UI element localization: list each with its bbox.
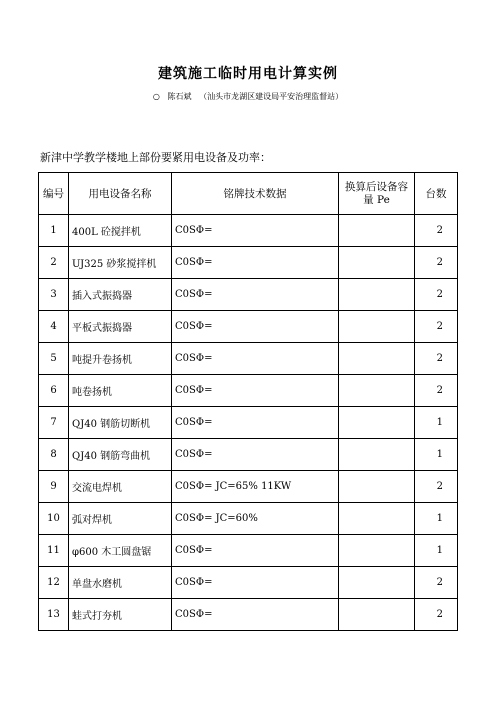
cell-equipment-name: 吨卷扬机 bbox=[69, 375, 172, 407]
cell-no: 5 bbox=[39, 343, 69, 375]
document-title: 建筑施工临时用电计算实例 bbox=[158, 66, 338, 82]
table-row bbox=[39, 279, 458, 311]
cell-no: 7 bbox=[39, 407, 69, 439]
cell-nameplate-data: C0SΦ= bbox=[172, 599, 339, 631]
cell-converted-capacity bbox=[339, 439, 415, 471]
cell-quantity: 1 bbox=[415, 439, 458, 471]
table-row bbox=[39, 567, 458, 599]
cell-nameplate-data: C0SΦ= bbox=[172, 567, 339, 599]
cell-no: 11 bbox=[39, 535, 69, 567]
header-no: 编号 bbox=[39, 173, 69, 215]
cell-nameplate-data: C0SΦ= JC=65% 11KW bbox=[172, 471, 339, 503]
cell-equipment-name: 交流电焊机 bbox=[69, 471, 172, 503]
table-row bbox=[39, 311, 458, 343]
cell-no: 2 bbox=[39, 247, 69, 279]
cell-quantity: 2 bbox=[415, 279, 458, 311]
cell-converted-capacity bbox=[339, 375, 415, 407]
cell-no: 1 bbox=[39, 215, 69, 247]
cell-quantity: 2 bbox=[415, 343, 458, 375]
table-row bbox=[39, 215, 458, 247]
cell-converted-capacity bbox=[339, 407, 415, 439]
cell-equipment-name: 单盘水磨机 bbox=[69, 567, 172, 599]
cell-equipment-name: 插入式振捣器 bbox=[69, 279, 172, 311]
cell-nameplate-data: C0SΦ= bbox=[172, 343, 339, 375]
cell-converted-capacity bbox=[339, 503, 415, 535]
cell-no: 12 bbox=[39, 567, 69, 599]
cell-converted-capacity bbox=[339, 599, 415, 631]
cell-quantity: 1 bbox=[415, 535, 458, 567]
cell-no: 9 bbox=[39, 471, 69, 503]
cell-no: 4 bbox=[39, 311, 69, 343]
cell-no: 3 bbox=[39, 279, 69, 311]
cell-equipment-name: QJ40 钢筋切断机 bbox=[69, 407, 172, 439]
cell-converted-capacity bbox=[339, 471, 415, 503]
cell-nameplate-data: C0SΦ= bbox=[172, 535, 339, 567]
cell-equipment-name: 弧对焊机 bbox=[69, 503, 172, 535]
cell-nameplate-data: C0SΦ= bbox=[172, 279, 339, 311]
cell-nameplate-data: C0SΦ= bbox=[172, 215, 339, 247]
cell-converted-capacity bbox=[339, 343, 415, 375]
table-row bbox=[39, 247, 458, 279]
cell-nameplate-data: C0SΦ= bbox=[172, 311, 339, 343]
table-row bbox=[39, 439, 458, 471]
table-row bbox=[39, 407, 458, 439]
cell-quantity: 2 bbox=[415, 567, 458, 599]
cell-quantity: 2 bbox=[415, 247, 458, 279]
cell-quantity: 2 bbox=[415, 311, 458, 343]
cell-converted-capacity bbox=[339, 311, 415, 343]
table-row bbox=[39, 599, 458, 631]
table-row bbox=[39, 343, 458, 375]
header-equipment-name: 用电设备名称 bbox=[69, 173, 172, 215]
cell-equipment-name: UJ325 砂浆搅拌机 bbox=[69, 247, 172, 279]
cell-no: 13 bbox=[39, 599, 69, 631]
cell-no: 6 bbox=[39, 375, 69, 407]
cell-nameplate-data: C0SΦ= JC=60% bbox=[172, 503, 339, 535]
cell-nameplate-data: C0SΦ= bbox=[172, 407, 339, 439]
table-row bbox=[39, 375, 458, 407]
table-header-row bbox=[39, 173, 458, 215]
table-row bbox=[39, 471, 458, 503]
cell-converted-capacity bbox=[339, 567, 415, 599]
cell-no: 10 bbox=[39, 503, 69, 535]
header-nameplate-data: 铭牌技术数据 bbox=[172, 173, 339, 215]
cell-equipment-name: 平板式振捣器 bbox=[69, 311, 172, 343]
header-converted-capacity: 换算后设备容量 Pe bbox=[339, 173, 415, 215]
cell-no: 8 bbox=[39, 439, 69, 471]
cell-quantity: 1 bbox=[415, 407, 458, 439]
cell-quantity: 1 bbox=[415, 503, 458, 535]
cell-nameplate-data: C0SΦ= bbox=[172, 375, 339, 407]
cell-converted-capacity bbox=[339, 535, 415, 567]
cell-converted-capacity bbox=[339, 247, 415, 279]
equipment-table bbox=[38, 172, 458, 631]
cell-quantity: 2 bbox=[415, 471, 458, 503]
cell-converted-capacity bbox=[339, 279, 415, 311]
cell-equipment-name: 吨提升卷扬机 bbox=[69, 343, 172, 375]
cell-converted-capacity bbox=[339, 215, 415, 247]
table-row bbox=[39, 535, 458, 567]
author-line: ○ 陈石斌 （汕头市龙湖区建设局平安治理监督站） bbox=[152, 92, 344, 101]
cell-equipment-name: 蛙式打夯机 bbox=[69, 599, 172, 631]
header-quantity: 台数 bbox=[415, 173, 458, 215]
cell-quantity: 2 bbox=[415, 215, 458, 247]
cell-quantity: 2 bbox=[415, 375, 458, 407]
table-row bbox=[39, 503, 458, 535]
cell-quantity: 2 bbox=[415, 599, 458, 631]
cell-equipment-name: φ600 木工圆盘锯 bbox=[69, 535, 172, 567]
intro-text: 新津中学教学楼地上部份要紧用电设备及功率： bbox=[40, 151, 271, 164]
cell-equipment-name: QJ40 钢筋弯曲机 bbox=[69, 439, 172, 471]
cell-nameplate-data: C0SΦ= bbox=[172, 439, 339, 471]
cell-nameplate-data: C0SΦ= bbox=[172, 247, 339, 279]
cell-equipment-name: 400L 砼搅拌机 bbox=[69, 215, 172, 247]
